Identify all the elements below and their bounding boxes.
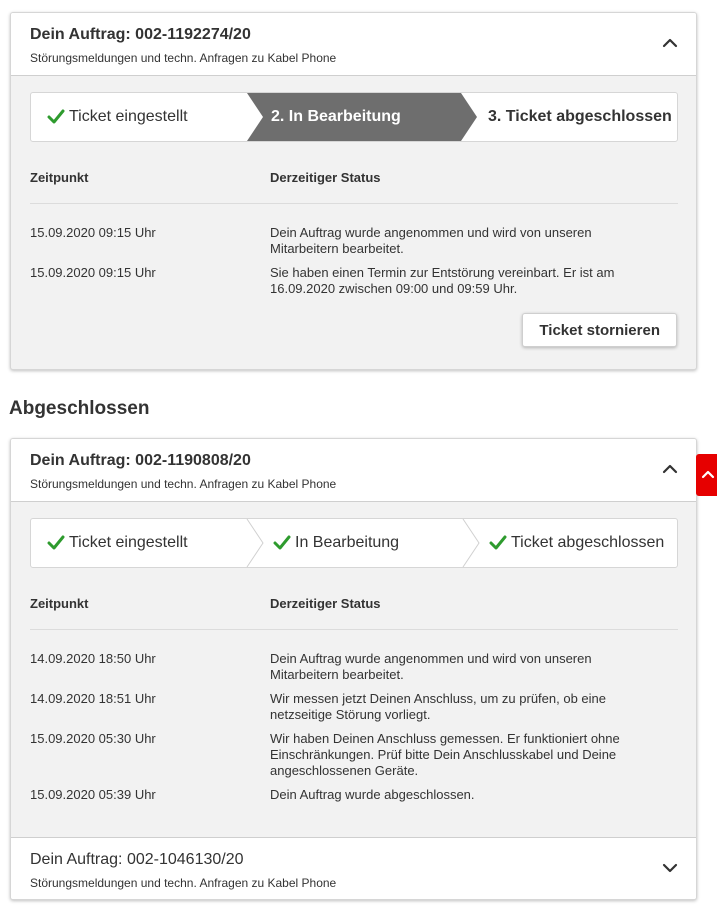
row-time: 15.09.2020 09:15 Uhr [30,265,156,280]
step-ticket-eingestellt [47,93,188,141]
step-label: In Bearbeitung [295,534,400,551]
column-header-time: Zeitpunkt [30,596,89,611]
order-card-2-body [11,502,696,838]
chevron-up-icon[interactable] [661,462,679,476]
row-time: 14.09.2020 18:51 Uhr [30,691,156,706]
order-card-2-header[interactable] [11,439,696,502]
progress-stepper [30,92,678,142]
order-subtitle: Störungsmeldungen und techn. Anfragen zu Kabel Phone [30,876,337,890]
order-title: Dein Auftrag: 002-1192274/20 [30,26,251,43]
step-in-bearbeitung [271,93,401,141]
order-title: Dein Auftrag: 002-1046130/20 [30,851,244,868]
check-icon [47,535,65,551]
step-ticket-abgeschlossen [489,519,664,567]
column-header-status: Derzeitiger Status [270,596,381,611]
order-card-1-header[interactable] [11,13,696,76]
check-icon [47,109,65,125]
step-label: 2. In Bearbeitung [271,108,401,125]
row-status: Wir haben Deinen Anschluss gemessen. Er funktioniert ohne Einschränkungen. Prüf bitte Dein Anschlusskabel und Deine angeschlossenen Geräte. [270,731,620,778]
step-ticket-abgeschlossen [488,93,672,141]
step-ticket-eingestellt [47,519,188,567]
row-status: Wir messen jetzt Deinen Anschluss, um zu prüfen, ob eine netzseitige Störung vorliegt. [270,691,606,722]
row-status: Dein Auftrag wurde angenommen und wird von unseren Mitarbeitern bearbeitet. [270,651,592,682]
order-card-2 [10,438,697,900]
row-status: Dein Auftrag wurde angenommen und wird von unseren Mitarbeitern bearbeitet. [270,225,592,256]
step-label: Ticket eingestellt [69,534,188,551]
divider [30,203,678,204]
order-subtitle: Störungsmeldungen und techn. Anfragen zu Kabel Phone [30,477,337,491]
cancel-ticket-button[interactable]: Ticket stornieren [522,313,677,347]
scroll-to-top-button[interactable] [696,454,717,496]
column-header-time: Zeitpunkt [30,170,89,185]
chevron-up-icon[interactable] [661,36,679,50]
divider [30,629,678,630]
order-card-1 [10,12,697,370]
step-label: Ticket eingestellt [69,108,188,125]
column-header-status: Derzeitiger Status [270,170,381,185]
check-icon [489,535,507,551]
progress-stepper [30,518,678,568]
chevron-down-icon[interactable] [661,861,679,875]
step-label: 3. Ticket abgeschlossen [488,108,672,125]
chevron-up-icon [701,469,715,479]
order-title: Dein Auftrag: 002-1190808/20 [30,452,251,469]
order-card-3-header[interactable] [11,838,696,900]
step-label: Ticket abgeschlossen [511,534,665,551]
row-time: 15.09.2020 09:15 Uhr [30,225,156,240]
row-status: Dein Auftrag wurde abgeschlossen. [270,787,475,802]
section-title-completed: Abgeschlossen [9,398,150,419]
check-icon [273,535,291,551]
row-time: 15.09.2020 05:30 Uhr [30,731,156,746]
row-status: Sie haben einen Termin zur Entstörung vereinbart. Er ist am 16.09.2020 zwischen 09:00 und 09:59 Uhr. [270,265,615,296]
row-time: 15.09.2020 05:39 Uhr [30,787,156,802]
order-subtitle: Störungsmeldungen und techn. Anfragen zu Kabel Phone [30,51,337,65]
step-in-bearbeitung [273,519,399,567]
row-time: 14.09.2020 18:50 Uhr [30,651,156,666]
